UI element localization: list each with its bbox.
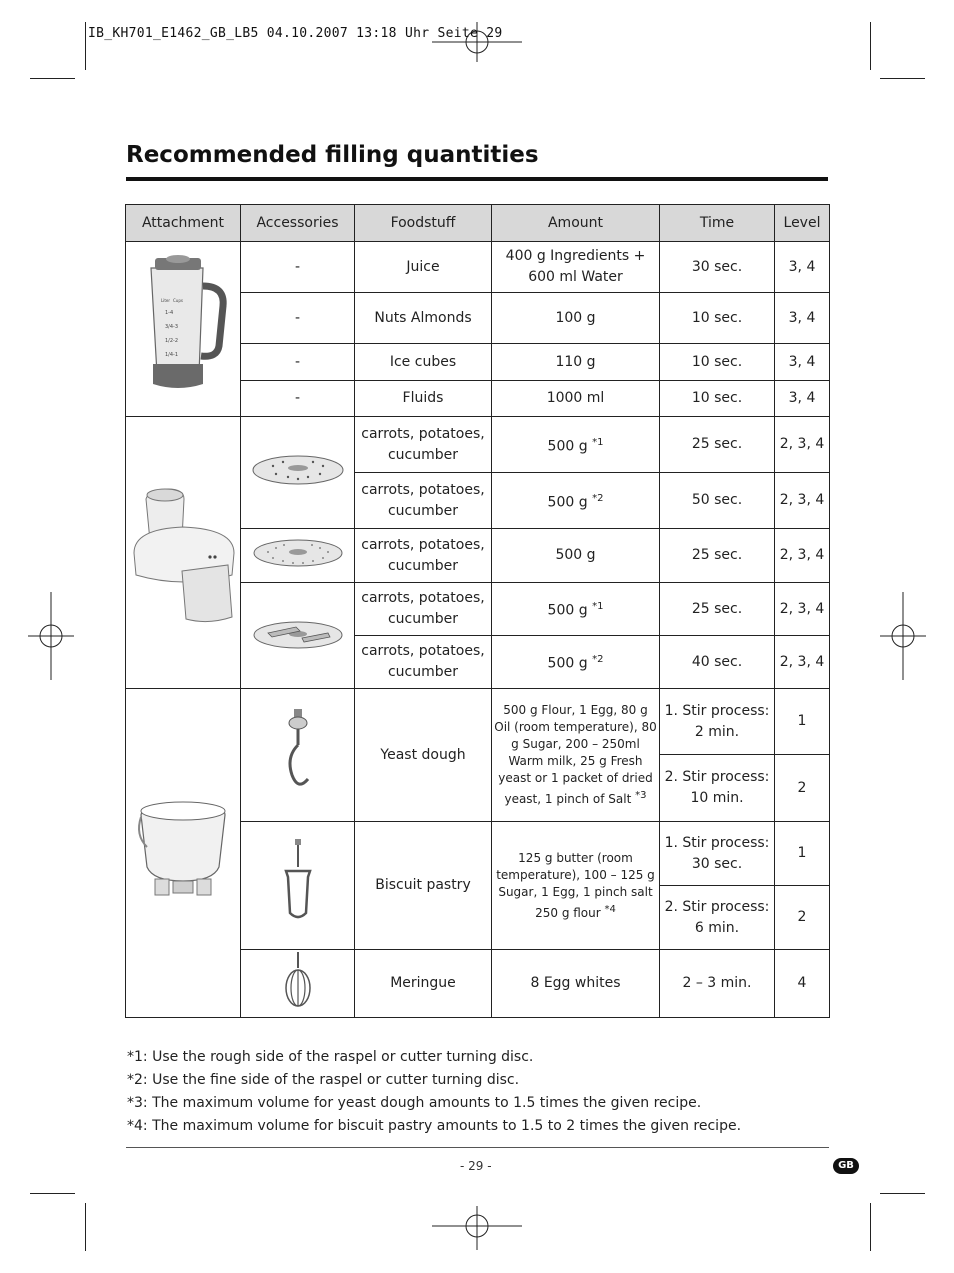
level-cell: 2, 3, 4 xyxy=(775,583,830,636)
footer-rule xyxy=(126,1147,829,1148)
accessory-cell: - xyxy=(241,293,355,344)
amount-cell xyxy=(492,822,660,950)
language-badge: GB xyxy=(833,1158,859,1174)
time-cell: 10 sec. xyxy=(660,381,775,417)
level-cell: 2, 3, 4 xyxy=(775,529,830,583)
fine-disc-image xyxy=(241,529,355,583)
amount-cell: 8 Egg whites xyxy=(492,950,660,1018)
time-cell: 25 sec. xyxy=(660,583,775,636)
coarse-disc-image xyxy=(241,417,355,529)
footnote: *3: The maximum volume for yeast dough amounts to 1.5 times the given recipe. xyxy=(127,1095,702,1111)
page-title: Recommended filling quantities xyxy=(126,142,539,168)
foodstuff-cell: Fluids xyxy=(355,381,492,417)
footnote-ref: *4 xyxy=(604,903,616,915)
footnote-ref: *2 xyxy=(592,492,604,504)
level-cell: 3, 4 xyxy=(775,381,830,417)
crop-mark xyxy=(870,1203,871,1251)
print-slug: IB_KH701_E1462_GB_LB5 04.10.2007 13:18 Uhr Seite 29 xyxy=(88,26,503,41)
amount-value: 500 g xyxy=(547,655,588,672)
foodstuff-cell: carrots, potatoes, cucumber xyxy=(355,583,492,636)
crop-mark xyxy=(30,1193,75,1194)
amount-value: 500 g xyxy=(547,438,588,455)
foodstuff-cell: Ice cubes xyxy=(355,344,492,381)
level-cell: 1 xyxy=(775,822,830,886)
foodstuff-cell: Juice xyxy=(355,242,492,293)
amount-cell: 1000 ml xyxy=(492,381,660,417)
footnote-ref: *2 xyxy=(592,654,604,666)
blender-scale-label: 1/2-2 xyxy=(165,337,179,344)
time-cell: 10 sec. xyxy=(660,293,775,344)
blender-image xyxy=(126,242,241,417)
amount-cell: 400 g Ingredients + 600 ml Water xyxy=(492,242,660,293)
col-header: Amount xyxy=(492,205,660,242)
crop-mark xyxy=(880,1193,925,1194)
foodstuff-cell: Meringue xyxy=(355,950,492,1018)
amount-cell: 100 g xyxy=(492,293,660,344)
title-rule xyxy=(126,177,828,181)
whisk-icon xyxy=(278,950,318,1010)
accessory-cell: - xyxy=(241,344,355,381)
col-header: Accessories xyxy=(241,205,355,242)
crop-mark xyxy=(85,22,86,70)
crop-mark xyxy=(30,78,75,79)
flat-beater-icon xyxy=(278,837,318,927)
time-cell: 1. Stir process: 2 min. xyxy=(660,689,775,755)
level-cell: 2, 3, 4 xyxy=(775,636,830,689)
cutter-disc-icon xyxy=(248,607,348,657)
level-cell: 3, 4 xyxy=(775,242,830,293)
foodstuff-cell: carrots, potatoes, cucumber xyxy=(355,636,492,689)
crop-mark xyxy=(85,1203,86,1251)
time-cell: 10 sec. xyxy=(660,344,775,381)
time-cell: 50 sec. xyxy=(660,473,775,529)
registration-mark-icon xyxy=(28,592,74,680)
blender-icon xyxy=(133,246,233,406)
amount-value: 125 g butter (room temperature), 100 – 125 g Sugar, 1 Egg, 1 pinch salt 250 g flour xyxy=(496,850,655,920)
slicer-icon xyxy=(128,469,238,629)
amount-cell xyxy=(492,636,660,689)
foodstuff-cell: carrots, potatoes, cucumber xyxy=(355,529,492,583)
table-header-row xyxy=(126,205,830,242)
crop-mark xyxy=(880,78,925,79)
foodstuff-cell: Biscuit pastry xyxy=(355,822,492,950)
foodstuff-cell: carrots, potatoes, cucumber xyxy=(355,417,492,473)
time-cell: 25 sec. xyxy=(660,417,775,473)
footnote-ref: *1 xyxy=(592,436,604,448)
table-row xyxy=(126,242,830,293)
footnote: *4: The maximum volume for biscuit pastry amounts to 1.5 to 2 times the given recipe. xyxy=(127,1118,742,1134)
dough-hook-image xyxy=(241,689,355,822)
cutter-disc-image xyxy=(241,583,355,689)
whisk-image xyxy=(241,950,355,1018)
time-cell: 2 – 3 min. xyxy=(660,950,775,1018)
footnote: *1: Use the rough side of the raspel or cutter turning disc. xyxy=(127,1049,534,1065)
filling-quantities-table xyxy=(125,204,830,1018)
level-cell: 2 xyxy=(775,886,830,950)
level-cell: 1 xyxy=(775,689,830,755)
amount-cell xyxy=(492,417,660,473)
amount-value: 500 g xyxy=(547,602,588,619)
footnote: *2: Use the fine side of the raspel or cutter turning disc. xyxy=(127,1072,520,1088)
time-cell: 2. Stir process: 6 min. xyxy=(660,886,775,950)
level-cell: 2, 3, 4 xyxy=(775,473,830,529)
fine-disc-icon xyxy=(248,530,348,574)
amount-value: 500 g Flour, 1 Egg, 80 g Oil (room temperature), 80 g Sugar, 200 – 250ml Warm milk, 25 g Fresh yeast or 1 packet of dried yeast, 1 pinch of Salt xyxy=(494,703,657,806)
registration-mark-icon xyxy=(880,592,926,680)
foodstuff-cell: carrots, potatoes, cucumber xyxy=(355,473,492,529)
amount-cell xyxy=(492,689,660,822)
footnote-ref: *3 xyxy=(635,790,647,801)
col-header: Level xyxy=(775,205,830,242)
slicer-image xyxy=(126,417,241,689)
accessory-cell: - xyxy=(241,242,355,293)
foodstuff-cell: Nuts Almonds xyxy=(355,293,492,344)
amount-value: 500 g xyxy=(547,494,588,511)
level-cell: 4 xyxy=(775,950,830,1018)
footnote-ref: *1 xyxy=(592,601,604,613)
blender-scale-label: 1/4-1 xyxy=(165,351,179,358)
col-header: Attachment xyxy=(126,205,241,242)
grating-disc-icon xyxy=(248,444,348,494)
table-row xyxy=(126,417,830,473)
footnotes xyxy=(127,1046,741,1138)
crop-mark xyxy=(870,22,871,70)
blender-scale-label: 3/4-3 xyxy=(165,323,179,330)
dough-hook-icon xyxy=(278,707,318,797)
level-cell: 3, 4 xyxy=(775,344,830,381)
registration-mark-icon xyxy=(432,1206,522,1250)
blender-scale-label: 1-4 xyxy=(165,309,174,316)
level-cell: 3, 4 xyxy=(775,293,830,344)
time-cell: 25 sec. xyxy=(660,529,775,583)
table-row xyxy=(126,689,830,755)
amount-cell: 110 g xyxy=(492,344,660,381)
time-cell: 1. Stir process: 30 sec. xyxy=(660,822,775,886)
time-cell: 40 sec. xyxy=(660,636,775,689)
blender-scale-label: Cups xyxy=(173,297,183,303)
amount-cell xyxy=(492,473,660,529)
mixing-bowl-icon xyxy=(133,795,233,905)
foodstuff-cell: Yeast dough xyxy=(355,689,492,822)
amount-cell: 500 g xyxy=(492,529,660,583)
time-cell: 30 sec. xyxy=(660,242,775,293)
level-cell: 2, 3, 4 xyxy=(775,417,830,473)
page-number: - 29 - xyxy=(460,1159,492,1173)
col-header: Time xyxy=(660,205,775,242)
mixing-bowl-image xyxy=(126,689,241,1018)
beater-image xyxy=(241,822,355,950)
accessory-cell: - xyxy=(241,381,355,417)
col-header: Foodstuff xyxy=(355,205,492,242)
blender-scale-label: Liter xyxy=(161,297,171,303)
level-cell: 2 xyxy=(775,755,830,822)
amount-cell xyxy=(492,583,660,636)
time-cell: 2. Stir process: 10 min. xyxy=(660,755,775,822)
